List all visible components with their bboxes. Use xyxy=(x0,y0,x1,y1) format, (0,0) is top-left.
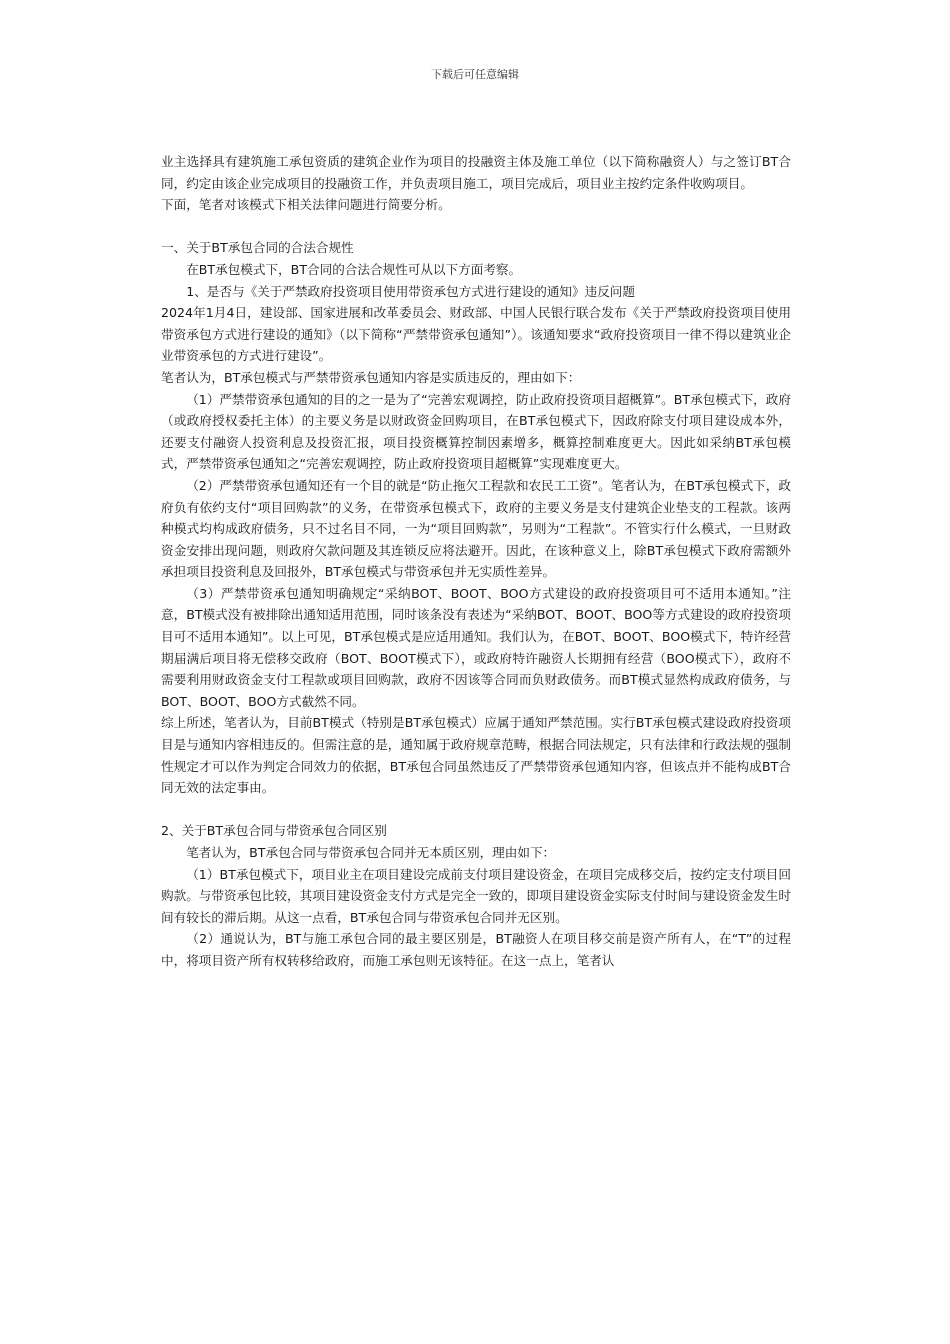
reason-3-paragraph: （3）严禁带资承包通知明确规定“采纳BOT、BOOT、BOO方式建设的政府投资项目可不适用本通知。”注意，BT模式没有被排除出通知适用范围，同时该条没有表述为“采纳BOT、BOOT、BOO等方式建设的政府投资项目可不适用本通知”。以上可见，BT承包模式是应适用通知。我们认为，在BOT、BOOT、BOO模式下，特许经营期届满后项目将无偿移交政府（BOT、BOOT模式下），或政府特许融资人长期拥有经营（BOO模式下），政府不需要利用财政资金支付工程款或项目回购款，政府不因该等合同而负财政债务。而BT模式显然构成政府债务，与BOT、BOOT、BOO方式截然不同。 xyxy=(161,585,791,709)
section-2-reason-2: （2）通说认为，BT与施工承包合同的最主要区别是，BT融资人在项目移交前是资产所有人，在“T”的过程中，将项目资产所有权转移给政府，而施工承包则无该特征。在这一点上，笔者认 xyxy=(161,931,791,968)
summary-paragraph: 综上所述，笔者认为，目前BT模式（特别是BT承包模式）应属于通知严禁范围。实行BT承包模式建设政府投资项目是与通知内容相违反的。但需注意的是，通知属于政府规章范畴，根据合同法规定，只有法律和行政法规的强制性规定才可以作为判定合同效力的依据，BT承包合同虽然违反了严禁带资承包通知内容，但该点并不能构成BT合同无效的法定事由。 xyxy=(161,715,791,796)
opinion-paragraph: 笔者认为，BT承包模式与严禁带资承包通知内容是实质违反的，理由如下： xyxy=(161,369,581,385)
notice-paragraph: 2024年1月4日，建设部、国家进展和改革委员会、财政部、中国人民银行联合发布《关于严禁政府投资项目使用带资承包方式进行建设的通知》（以下简称“严禁带资承包通知”）。该通知要求“政府投资项目一律不得以建筑业企业带资承包的方式进行建设”。 xyxy=(161,305,791,364)
reason-2-paragraph: （2）严禁带资承包通知还有一个目的就是“防止拖欠工程款和农民工工资”。笔者认为，在BT承包模式下，政府负有依约支付“项目回购款”的义务，在带资承包模式下，政府的主要义务是支付建筑企业垫支的工程款。该两种模式均构成政府债务，只不过名目不同，一为“项目回购款”，另则为“工程款”。不管实行什么模式，一旦财政资金安排出现问题，则政府欠款问题及其连锁反应将法避开。因此，在该种意义上，除BT承包模式下政府需额外承担项目投资利息及回报外，BT承包模式与带资承包并无实质性差异。 xyxy=(161,477,791,580)
spacer xyxy=(161,216,791,238)
intro-paragraph: 业主选择具有建筑施工承包资质的建筑企业作为项目的投融资主体及施工单位（以下简称融资人）与之签订BT合同，约定由该企业完成项目的投融资工作，并负责项目施工，项目完成后，项目业主按约定条件收购项目。 xyxy=(161,154,791,191)
section-1-subheading: 1、是否与《关于严禁政府投资项目使用带资承包方式进行建设的通知》违反问题 xyxy=(186,283,635,299)
section-2-lead: 笔者认为，BT承包合同与带资承包合同并无本质区别，理由如下： xyxy=(186,845,556,860)
section-1-lead: 在BT承包模式下，BT合同的合法合规性可从以下方面考察。 xyxy=(186,261,522,277)
section-2-heading: 2、关于BT承包合同与带资承包合同区别 xyxy=(161,823,387,839)
document-body xyxy=(161,151,791,972)
section-1-heading: 一、关于BT承包合同的合法合规性 xyxy=(161,240,354,256)
header-note: 下载后可任意编辑 xyxy=(431,68,519,81)
spacer xyxy=(161,799,791,821)
intro-paragraph-2: 下面，笔者对该模式下相关法律问题进行简要分析。 xyxy=(161,197,451,213)
section-2-reason-1: （1）BT承包模式下，项目业主在项目建设完成前支付项目建设资金，在项目完成移交后，按约定支付项目回购款。与带资承包比较，其项目建设资金支付方式是完全一致的，即项目建设资金实际支付时间与建设资金发生时间有较长的滞后期。从这一点看，BT承包合同与带资承包合同并无区别。 xyxy=(161,866,791,925)
reason-1-paragraph: （1）严禁带资承包通知的目的之一是为了“完善宏观调控，防止政府投资项目超概算”。BT承包模式下，政府（或政府授权委托主体）的主要义务是以财政资金回购项目，在BT承包模式下，因政府除支付项目建设成本外，还要支付融资人投资利息及投资汇报，项目投资概算控制因素增多，概算控制难度更大。因此如采纳BT承包模式，严禁带资承包通知之“完善宏观调控，防止政府投资项目超概算”实现难度更大。 xyxy=(161,391,791,472)
